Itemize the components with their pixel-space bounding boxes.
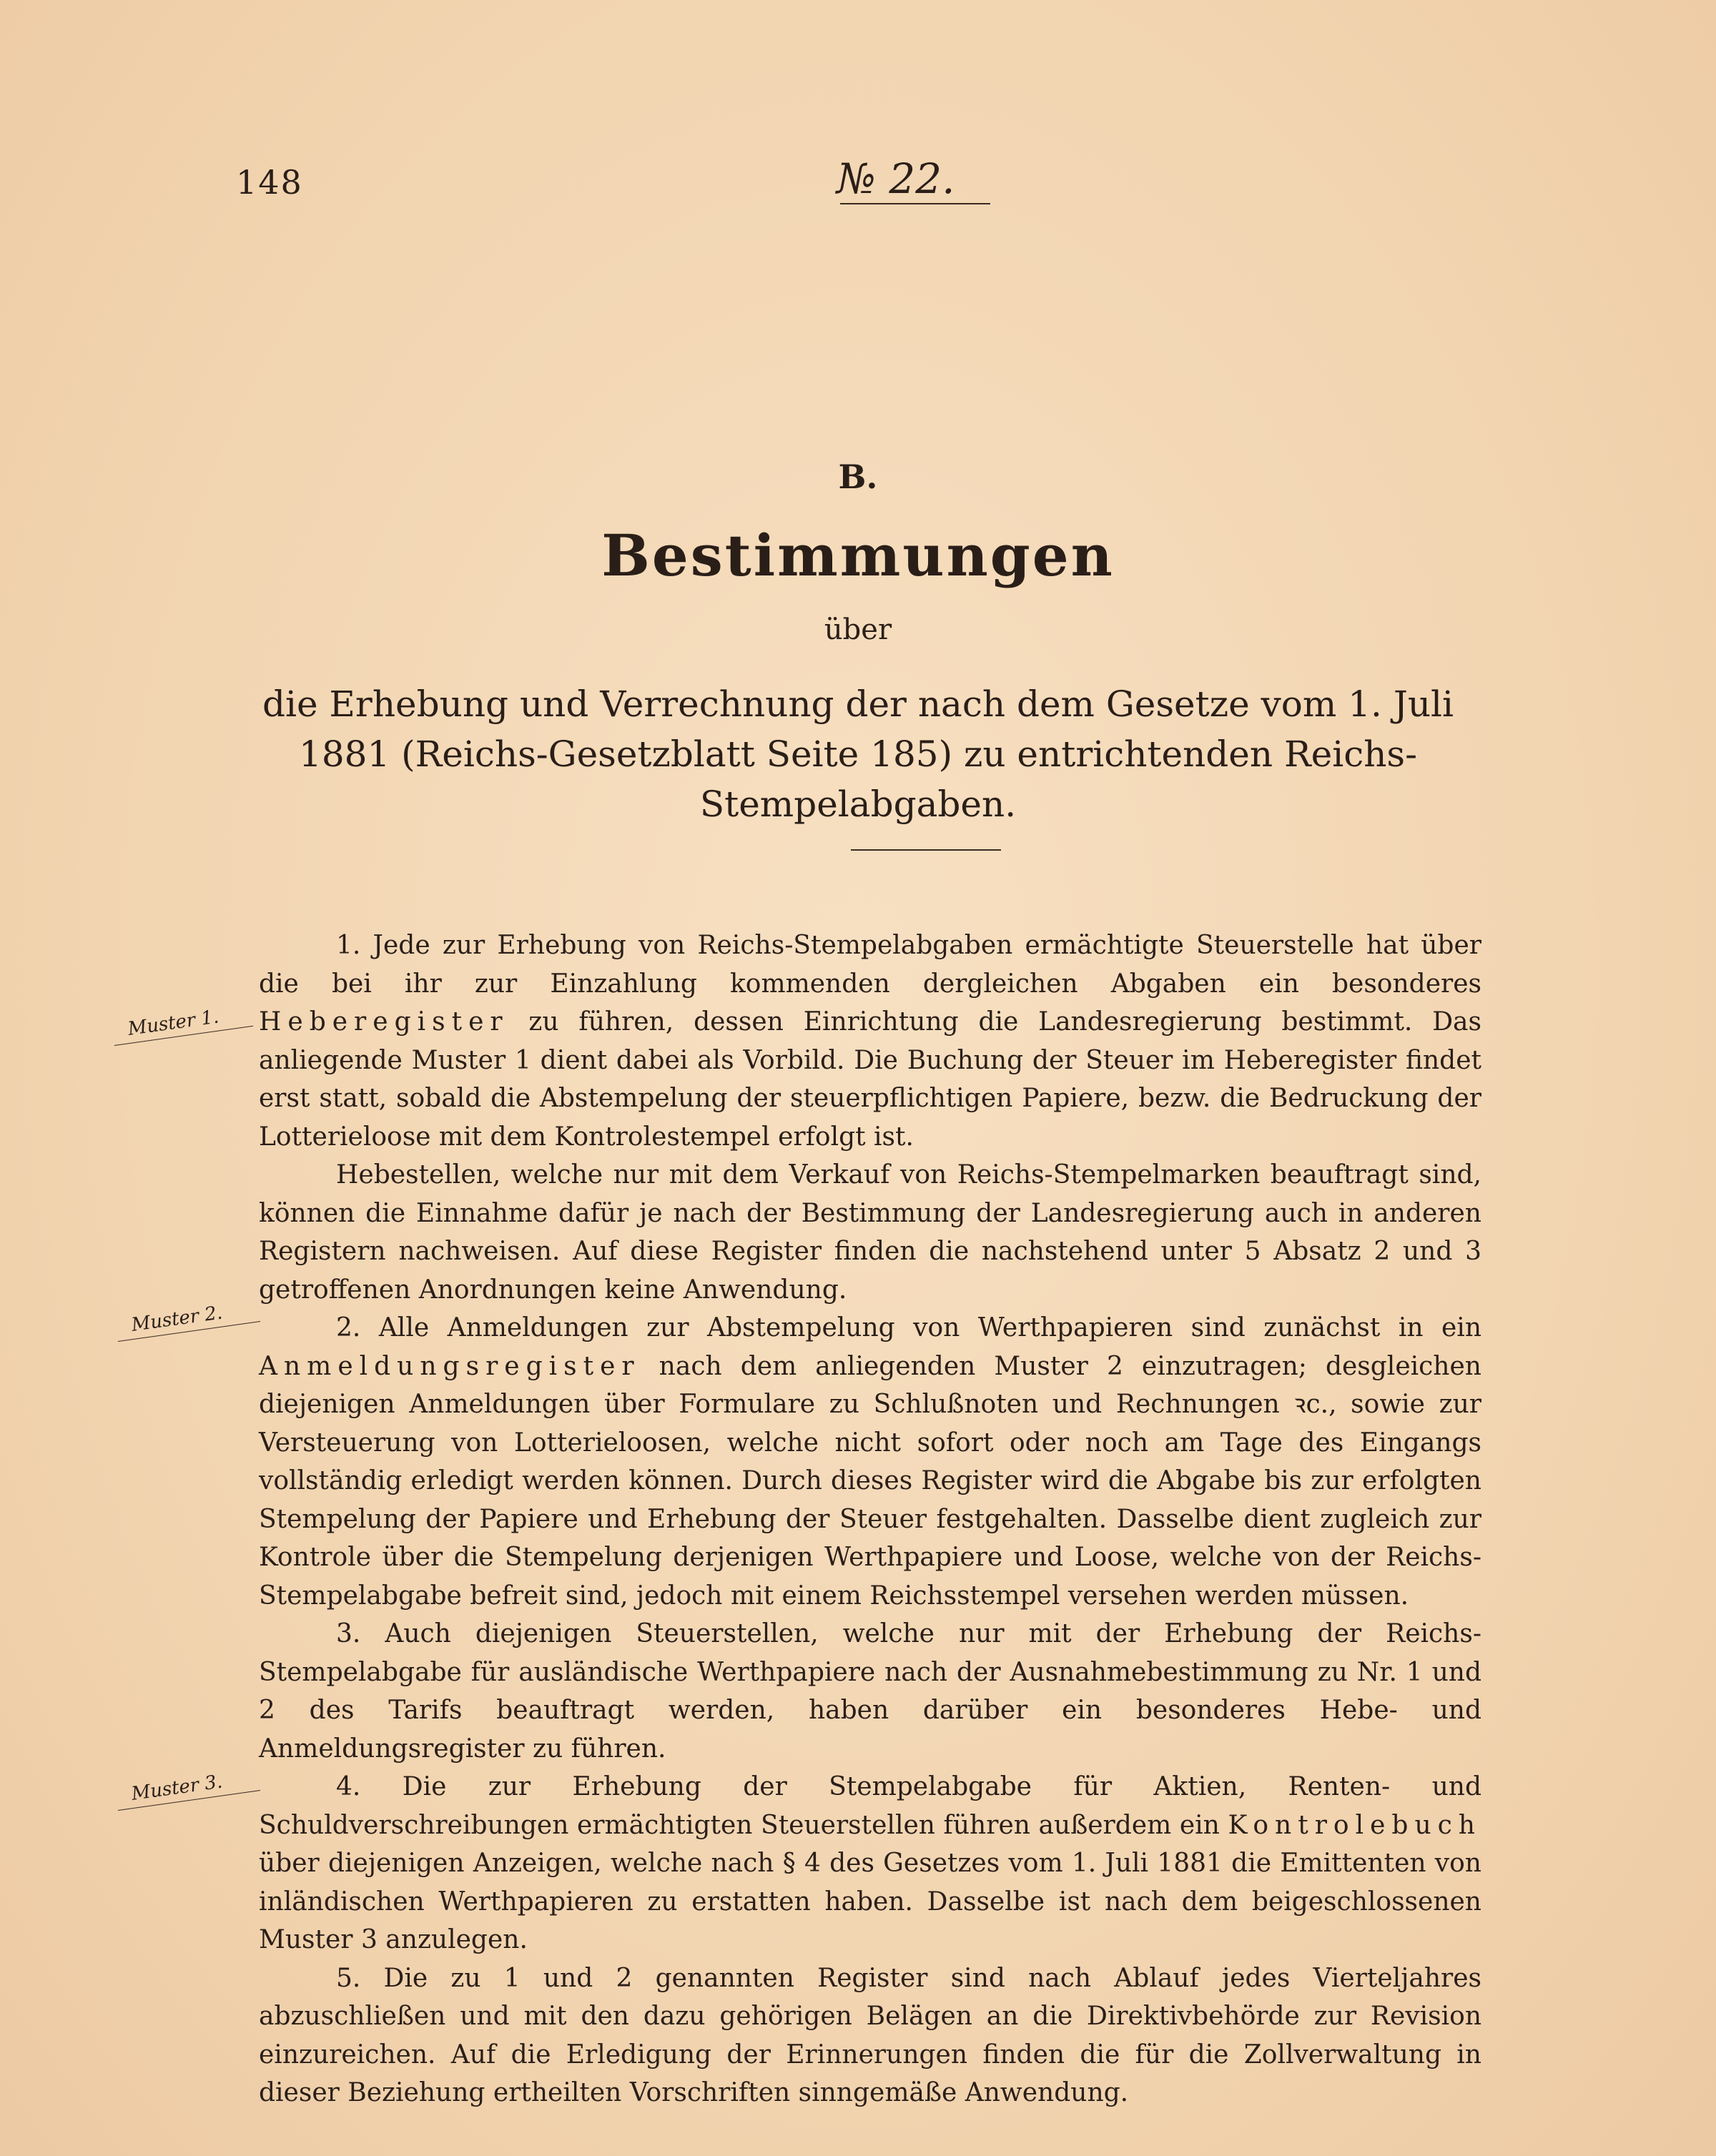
paragraph-5-text-a: 4. Die zur Erhebung der Stempelabgabe für Aktien, Renten- und Schuldverschreibungen ermächtigten Steuerstellen führen außerdem ein bbox=[259, 1772, 1481, 1840]
margin-note-muster-2: Muster 2. bbox=[114, 1297, 260, 1342]
heberegister-term: Heberegister bbox=[259, 1007, 509, 1037]
paragraph-1-text-a: 1. Jede zur Erhebung von Reichs-Stempelabgaben ermächtigte Steuerstelle hat über die bei ihr zur Einzahlung kommenden dergleichen Abgaben ein besonderes bbox=[259, 931, 1481, 999]
kontrolebuch-term: Kontrolebuch bbox=[1228, 1810, 1481, 1840]
paragraph-5-text-b: über diejenigen Anzeigen, welche nach § 4 des Gesetzes vom 1. Juli 1881 die Emittenten von inländischen Werthpapieren zu erstatten haben. Dasselbe ist nach dem beigeschlossenen Muster 3 anzulegen. bbox=[259, 1849, 1481, 1954]
anmeldungsregister-term: Anmeldungsregister bbox=[259, 1351, 641, 1381]
issue-underline bbox=[840, 203, 990, 204]
body-text bbox=[259, 926, 1481, 2112]
margin-note-muster-3: Muster 3. bbox=[114, 1766, 260, 1811]
section-letter: B. bbox=[838, 458, 878, 496]
paragraph-5 bbox=[259, 1768, 1481, 1959]
margin-note-muster-1: Muster 1. bbox=[111, 1002, 253, 1046]
section-divider bbox=[851, 849, 1001, 851]
page-number: 148 bbox=[236, 163, 303, 202]
paragraph-3 bbox=[259, 1309, 1481, 1615]
paragraph-1 bbox=[259, 926, 1481, 1156]
paragraph-4: 3. Auch diejenigen Steuerstellen, welche nur mit der Erhebung der Reichs-Stempelabgabe für ausländische Werthpapiere nach der Ausnahmebestimmung zu Nr. 1 und 2 des Tarifs beauftragt werden, haben darüber ein besonderes Hebe- und Anmeldungsregister zu führen. bbox=[259, 1619, 1481, 1764]
title-connector: über bbox=[824, 613, 892, 646]
page-subtitle: die Erhebung und Verrechnung der nach dem Gesetze vom 1. Juli 1881 (Reichs-Gesetzblatt Seite 185) zu entrichtenden Reichs-Stempelabgaben. bbox=[262, 683, 1454, 825]
paragraph-3-text-a: 2. Alle Anmeldungen zur Abstempelung von Werthpapieren sind zunächst in ein bbox=[336, 1313, 1481, 1342]
paragraph-3-text-b: nach dem anliegenden Muster 2 einzutragen; desgleichen diejenigen Anmeldungen über Formulare zu Schlußnoten und Rechnungen ꝛc., sowie zur Versteuerung von Lotterieloosen, welche nicht sofort oder noch am Tage des Eingangs vollständig erledigt werden können. Durch dieses Register wird die Abgabe bis zur erfolgten Stempelung der Papiere und Erhebung der Steuer festgehalten. Dasselbe dient zugleich zur Kontrole über die Stempelung derjenigen Werthpapiere und Loose, welche von der Reichs-Stempelabgabe befreit sind, jedoch mit einem Reichsstempel versehen werden müssen. bbox=[259, 1351, 1481, 1611]
issue-number: № 22. bbox=[837, 154, 955, 203]
page-title: Bestimmungen bbox=[601, 522, 1115, 589]
paragraph-6: 5. Die zu 1 und 2 genannten Register sind nach Ablauf jedes Vierteljahres abzuschließen und mit den dazu gehörigen Belägen an die Direktivbehörde zur Revision einzureichen. Auf die Erledigung der Erinnerungen finden die für die Zollverwaltung in dieser Beziehung ertheilten Vorschriften sinngemäße Anwendung. bbox=[259, 1963, 1481, 2107]
paragraph-1-text-b: zu führen, dessen Einrichtung die Landesregierung bestimmt. Das anliegende Muster 1 dient dabei als Vorbild. Die Buchung der Steuer im Heberegister findet erst statt, sobald die Abstempelung der steuerpflichtigen Papiere, bezw. die Bedruckung der Lotterieloose mit dem Kontrolestempel erfolgt ist. bbox=[259, 1007, 1481, 1152]
paragraph-2: Hebestellen, welche nur mit dem Verkauf von Reichs-Stempelmarken beauftragt sind, können die Einnahme dafür je nach der Bestimmung der Landesregierung auch in anderen Registern nachweisen. Auf diese Register finden die nachstehend unter 5 Absatz 2 und 3 getroffenen Anordnungen keine Anwendung. bbox=[259, 1160, 1481, 1305]
